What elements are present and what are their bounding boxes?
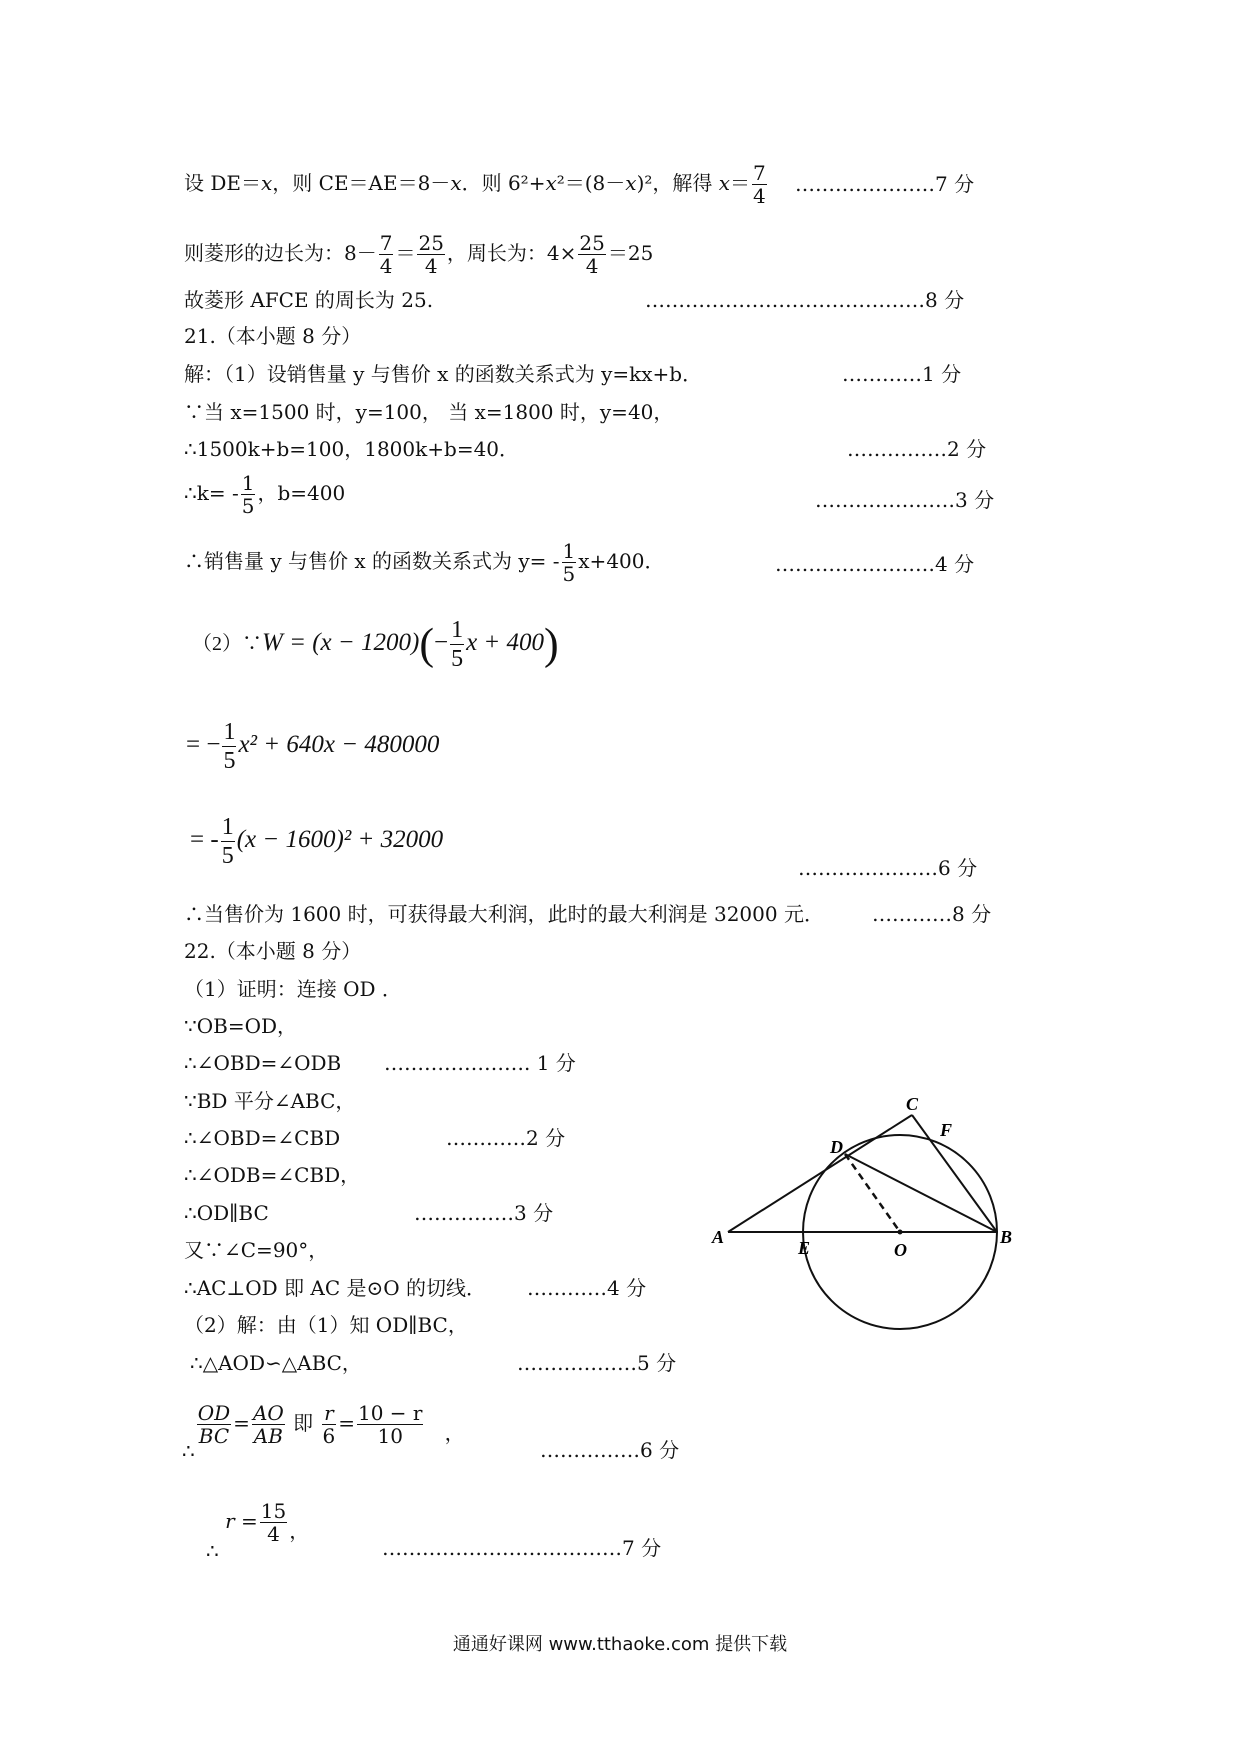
text: ∴AC⊥OD 即 AC 是⊙O 的切线． [184, 1276, 487, 1300]
label-b: B [1000, 1227, 1013, 1247]
var-x: x [261, 171, 273, 195]
denominator: 5 [451, 646, 464, 672]
label-o: O [894, 1240, 907, 1260]
score-4b: …………4 分 [527, 1276, 647, 1300]
denominator: 5 [223, 748, 236, 774]
denominator: AB [253, 1424, 283, 1448]
text: − [433, 629, 449, 657]
line-rhombus-side [184, 232, 653, 277]
footer: 通通好课网 www.tthaoke.com 提供下载 [452, 1634, 788, 1655]
segment-db [845, 1154, 997, 1232]
math-expression: W = (x − 1200) [262, 629, 420, 657]
text: 即 [293, 1411, 314, 1435]
text: ∴ [182, 1439, 195, 1463]
score-2: ……………2 分 [847, 437, 987, 461]
denominator: 4 [424, 254, 438, 278]
denominator: 6 [322, 1424, 336, 1448]
denominator: 5 [241, 494, 255, 518]
segment-od [845, 1154, 900, 1232]
numerator: OD [197, 1401, 231, 1425]
label-d: D [830, 1137, 843, 1157]
text: = [338, 1411, 355, 1435]
score-1: …………1 分 [842, 362, 962, 386]
text: （2）∵ [192, 633, 262, 656]
score-7: …………………7 分 [795, 172, 975, 196]
denominator: 4 [379, 254, 393, 278]
numerator: 1 [221, 814, 234, 840]
score-5b: ………………5 分 [517, 1351, 677, 1375]
text: ＝ [395, 241, 416, 265]
text: ＝25 [607, 241, 654, 265]
fraction [578, 232, 605, 277]
math-expression: r = [225, 1509, 258, 1533]
denominator: 10 [377, 1424, 403, 1448]
numerator: 7 [753, 161, 766, 185]
left-paren: ( [419, 619, 434, 669]
fraction [322, 1402, 337, 1447]
text: )²，解得 [636, 171, 719, 195]
line-21-vertex [190, 813, 443, 870]
numerator: 1 [562, 539, 576, 563]
line-22-r [206, 1500, 309, 1563]
denominator: BC [198, 1424, 230, 1448]
score-3b: ……………3 分 [414, 1201, 554, 1225]
line-21-w [192, 616, 559, 673]
line-22-1: （1）证明：连接 OD ． [184, 977, 402, 1001]
label-e: E [798, 1238, 811, 1258]
var-x: x [545, 171, 557, 195]
numerator: 1 [223, 719, 236, 745]
text: 设 DE＝ [184, 171, 261, 195]
text: ．则 6²+ [461, 171, 546, 195]
point-o [898, 1230, 903, 1235]
denominator: 4 [585, 254, 599, 278]
numerator: 1 [241, 471, 255, 495]
line-21-conclusion: ∴当售价为 1600 时，可获得最大利润，此时的最大利润是 32000 元． [184, 902, 824, 926]
numerator: r [322, 1402, 337, 1425]
label-f: F [940, 1120, 953, 1140]
text: = [233, 1411, 250, 1435]
text: x+400． [578, 549, 665, 573]
line-perimeter: 故菱形 AFCE 的周长为 25. [184, 288, 434, 312]
line-21-1: 解：（1）设销售量 y 与售价 x 的函数关系式为 y=kx+b． [184, 362, 703, 386]
var-x: x [718, 171, 731, 195]
line-21-3: ∴1500k+b=100，1800k+b=40． [184, 437, 520, 461]
score-1b: …………………. 1 分 [384, 1051, 576, 1075]
line-22-7: ∴OD∥BC [184, 1201, 269, 1225]
fraction [197, 1402, 231, 1447]
text: ∴k= - [184, 481, 239, 505]
var-x: x [450, 171, 462, 195]
text: ，周长为：4× [446, 241, 577, 265]
label-c: C [906, 1094, 919, 1114]
text: ∴销售量 y 与售价 x 的函数关系式为 y= - [184, 549, 560, 573]
text: ＝ [730, 171, 751, 195]
numerator: 10 − r [358, 1401, 423, 1425]
line-21-function [184, 540, 665, 585]
numerator: 25 [579, 231, 605, 255]
score-4: ……………………4 分 [775, 552, 975, 576]
numerator: AO [252, 1401, 284, 1425]
question-21-heading: 21.（本小题 8 分） [184, 324, 362, 348]
line-22-9 [184, 1276, 486, 1300]
label-a: A [712, 1227, 725, 1247]
fraction [562, 540, 577, 585]
denominator: 5 [221, 843, 234, 869]
text: ， [444, 1421, 465, 1445]
line-21-2: ∵当 x=1500 时，y=100， 当 x=1800 时，y=40， [184, 400, 674, 424]
text: ²＝(8－ [556, 171, 626, 195]
fraction [752, 162, 767, 207]
line-22-ratio [182, 1402, 465, 1463]
line-22-2: ∵OB=OD， [184, 1014, 298, 1038]
score-3: …………………3 分 [815, 488, 995, 512]
math-expression: x² + 640x − 480000 [238, 731, 440, 759]
score-8: ……………………………………8 分 [645, 288, 965, 312]
score-6b: ……………6 分 [540, 1438, 680, 1462]
text: = - [190, 826, 219, 854]
numerator: 7 [379, 231, 393, 255]
line-22-4: ∵BD 平分∠ABC， [184, 1089, 356, 1113]
denominator: 4 [753, 184, 766, 208]
numerator: 1 [451, 617, 464, 643]
score-6: …………………6 分 [798, 856, 978, 880]
line-22-11: ∴△AOD∽△ABC， [190, 1351, 362, 1375]
text: = − [186, 731, 221, 759]
text: ， [289, 1519, 310, 1543]
numerator: 25 [418, 231, 444, 255]
question-22-heading: 22.（本小题 8 分） [184, 939, 362, 963]
text: ，则 CE＝AE＝8－ [272, 171, 451, 195]
line-22-3: ∴∠OBD=∠ODB [184, 1051, 342, 1075]
fraction [450, 616, 464, 673]
score-8b: …………8 分 [872, 902, 992, 926]
math-expression: (x − 1600)² + 32000 [236, 826, 444, 854]
fraction [417, 232, 444, 277]
line-de-equation [184, 162, 769, 207]
fraction [221, 813, 235, 870]
fraction [357, 1402, 423, 1447]
score-2b: …………2 分 [446, 1126, 566, 1150]
text: ∴ [206, 1539, 219, 1563]
denominator: 5 [562, 562, 576, 586]
line-22-6: ∴∠ODB=∠CBD， [184, 1163, 361, 1187]
denominator: 4 [267, 1522, 280, 1546]
fraction [222, 718, 236, 775]
line-22-8: 又∵∠C=90°， [184, 1238, 329, 1262]
geometry-figure [700, 1080, 1030, 1340]
line-21-expand [186, 718, 439, 775]
var-x: x [625, 171, 637, 195]
fraction [241, 472, 256, 517]
numerator: 15 [260, 1499, 287, 1523]
line-22-10: （2）解：由（1）知 OD∥BC， [184, 1313, 468, 1337]
text: 则菱形的边长为：8－ [184, 241, 377, 265]
fraction [252, 1402, 285, 1447]
fraction [260, 1500, 287, 1545]
text: ，b=400 [257, 481, 346, 505]
line-22-5: ∴∠OBD=∠CBD [184, 1126, 341, 1150]
line-21-k [184, 472, 345, 517]
segment-cb [912, 1115, 997, 1232]
right-paren: ) [544, 619, 559, 669]
math-expression: x + 400 [466, 629, 545, 657]
fraction [379, 232, 394, 277]
score-7b: ………………………………7 分 [382, 1536, 662, 1560]
